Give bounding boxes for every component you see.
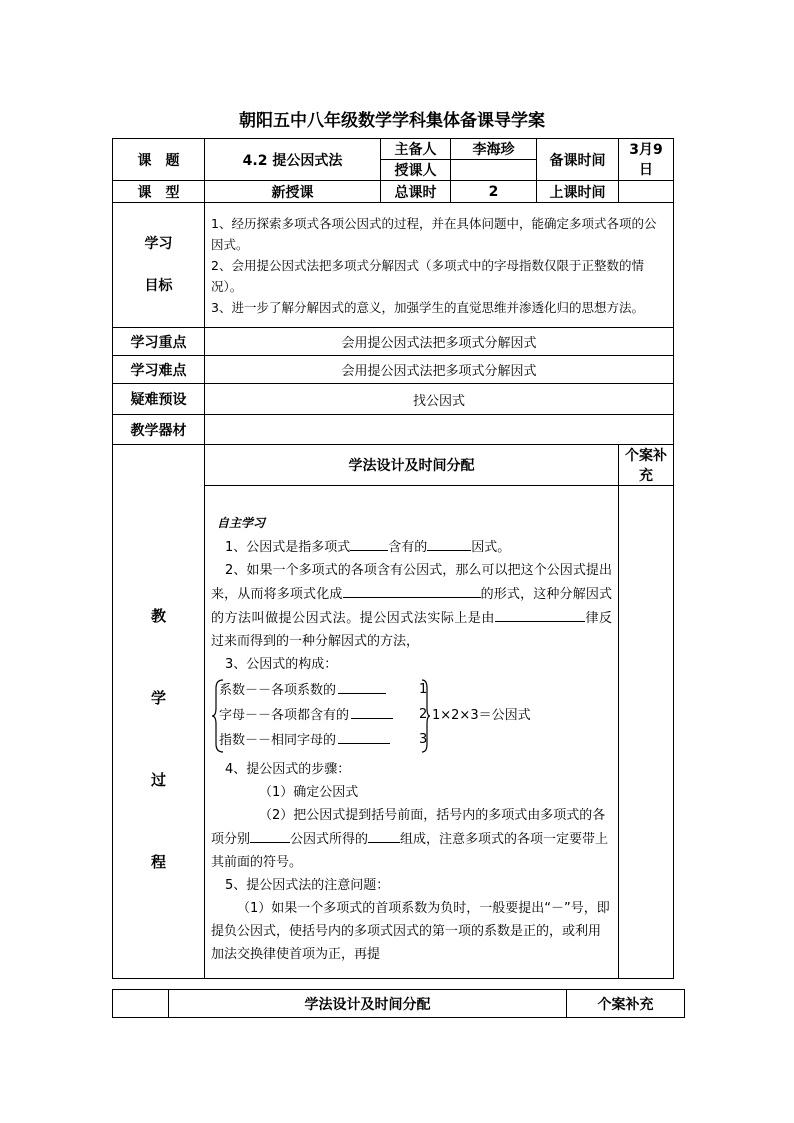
doubt-value: 找公因式	[205, 384, 674, 415]
factor-brace	[211, 678, 612, 754]
process-content	[205, 486, 619, 979]
type-value: 新授课	[205, 181, 381, 203]
course-label: 课 题	[113, 139, 205, 181]
fill-blank[interactable]	[343, 582, 481, 598]
lead-label: 主备人	[381, 139, 451, 160]
difficulty-label: 学习难点	[113, 356, 205, 384]
key-point-label: 学习重点	[113, 328, 205, 356]
section-title: 自主学习	[217, 516, 266, 530]
goals-label	[113, 203, 205, 328]
brace-line: 系数－－各项系数的 1	[219, 678, 612, 702]
supplement-area	[619, 486, 674, 979]
fill-blank[interactable]	[351, 703, 393, 719]
type-label: 课 型	[113, 181, 205, 203]
continuation-supplement-header: 个案补充	[567, 990, 685, 1018]
equipment-value	[205, 415, 674, 445]
goals-label-line1: 学习	[144, 236, 173, 252]
question-4-step-1: （1）确定公因式	[259, 785, 359, 800]
process-side-char: 教	[150, 607, 166, 625]
class-time-label: 上课时间	[537, 181, 619, 203]
class-time-value	[619, 181, 674, 203]
fill-blank[interactable]	[250, 827, 290, 843]
fill-blank[interactable]	[427, 535, 471, 551]
question-5-item-1: （1）如果一个多项式的首项系数为负时，一般要提出“－”号，即提负公因式，使括号内的多项式因式的第一项的系数是正的，或利用加法交换律使首项为正，再提	[211, 901, 610, 962]
process-side-char: 程	[150, 853, 166, 871]
goals-label-line2: 目标	[144, 278, 173, 294]
prep-time-value: 3月9日	[619, 139, 674, 181]
equipment-label: 教学器材	[113, 415, 205, 445]
goal-item: 3、进一步了解分解因式的意义，加强学生的直觉思维并渗透化归的思想方法。	[211, 299, 644, 315]
brace-result: 1×2×3＝公因式	[432, 708, 531, 723]
hours-value: 2	[451, 181, 537, 203]
fill-blank[interactable]	[338, 678, 386, 694]
question-2: 2、如果一个多项式的各项含有公因式，那么可以把这个公因式提出来，从而将多项式化成 的形式，这种分解因式的方法叫做提公因式法。提公因式法实际上是由 律反过来而得到的一种分解因式的方法，	[211, 563, 612, 649]
key-point-value: 会用提公因式法把多项式分解因式	[205, 328, 674, 356]
prep-time-label: 备课时间	[537, 139, 619, 181]
teacher-label: 授课人	[381, 160, 451, 181]
process-side-char: 学	[150, 689, 166, 707]
page-title: 朝阳五中八年级数学学科集体备课导学案	[239, 111, 545, 131]
teacher-value	[451, 160, 537, 181]
design-header: 学法设计及时间分配	[205, 445, 619, 486]
goals-content	[205, 203, 674, 328]
question-4: 4、提公因式的步骤：	[225, 762, 351, 777]
question-1: 1、公因式是指多项式 含有的 因式。	[211, 535, 612, 559]
process-side-label	[113, 445, 205, 979]
lead-value: 李海珍	[451, 139, 537, 160]
fill-blank[interactable]	[495, 606, 585, 622]
fill-blank[interactable]	[368, 827, 400, 843]
course-value: 4.2 提公因式法	[205, 139, 381, 181]
fill-blank[interactable]	[338, 728, 390, 744]
question-4-step-2: （2）把公因式提到括号前面，括号内的多项式由多项式的各项分别 公因式所得的 组成，注意多项式的各项一定要带上其前面的符号。	[211, 808, 609, 870]
process-side-char: 过	[150, 771, 166, 789]
continuation-design-header: 学法设计及时间分配	[169, 990, 567, 1018]
supplement-header: 个案补充	[619, 445, 674, 486]
question-5: 5、提公因式法的注意问题：	[225, 878, 390, 893]
brace-line: 指数－－相同字母的 3	[219, 728, 612, 752]
lesson-plan-table	[112, 138, 674, 979]
brace-line: 字母－－各项都含有的 2	[219, 703, 612, 727]
goal-item: 1、经历探索多项式各项公因式的过程，并在具体问题中，能确定多项式各项的公因式。	[211, 215, 657, 252]
doubt-label: 疑难预设	[113, 384, 205, 415]
fill-blank[interactable]	[350, 535, 388, 551]
goal-item: 2、会用提公因式法把多项式分解因式（多项式中的字母指数仅限于正整数的情况）。	[211, 257, 644, 294]
right-brace-icon	[421, 678, 431, 754]
continuation-table	[112, 989, 685, 1018]
question-3: 3、公因式的构成：	[225, 657, 338, 672]
hours-label: 总课时	[381, 181, 451, 203]
continuation-blank-cell	[113, 990, 169, 1018]
difficulty-value: 会用提公因式法把多项式分解因式	[205, 356, 674, 384]
